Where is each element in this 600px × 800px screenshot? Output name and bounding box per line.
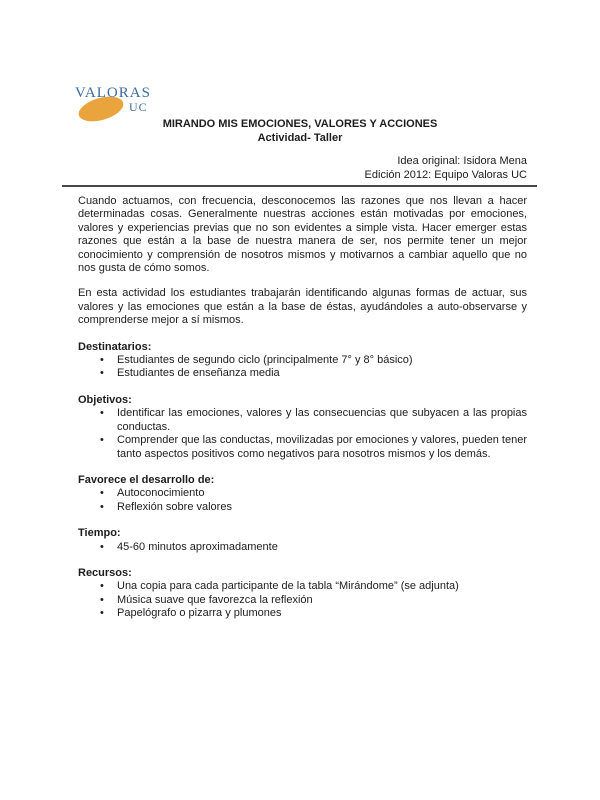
section-recursos — [78, 567, 527, 621]
bullet-list — [78, 407, 527, 461]
page-title: MIRANDO MIS EMOCIONES, VALORES Y ACCIONES — [162, 118, 438, 130]
document-body — [78, 195, 527, 621]
bullet-list — [78, 580, 527, 620]
bullet-list — [78, 541, 527, 554]
title-block — [0, 118, 600, 145]
credit-original-idea: Idea original: Isidora Mena — [397, 155, 527, 167]
header-divider — [62, 185, 537, 187]
list-item: • Autoconocimiento — [78, 487, 527, 500]
credit-edition: Edición 2012: Equipo Valoras UC — [364, 168, 527, 181]
section-heading: Tiempo: — [78, 527, 121, 540]
logo-wordmark: VALORAS — [75, 85, 151, 101]
list-item: • Reflexión sobre valores — [78, 501, 527, 514]
bullet-list — [78, 354, 527, 381]
section-heading: Recursos: — [78, 566, 132, 579]
page-subtitle: Actividad- Taller — [257, 131, 343, 144]
credits-block — [365, 155, 527, 182]
section-heading: Objetivos: — [78, 393, 132, 406]
section-destinatarios — [78, 341, 527, 381]
list-item: • Identificar las emociones, valores y las consecuencias que subyacen a las propias conductas. — [78, 407, 527, 434]
list-item: • Comprender que las conductas, movilizadas por emociones y valores, pueden tener tanto aspectos positivos como negativos para nosotros mismos y los demás. — [78, 434, 527, 461]
section-heading: Favorece el desarrollo de: — [78, 473, 215, 486]
logo-uc-text: UC — [129, 100, 148, 114]
bullet-list — [78, 487, 527, 514]
section-favorece-desarrollo — [78, 474, 527, 514]
list-item: • Una copia para cada participante de la tabla “Mirándome” (se adjunta) — [78, 580, 527, 593]
list-item: • Estudiantes de enseñanza media — [78, 367, 527, 380]
section-objetivos — [78, 394, 527, 461]
list-item: • 45-60 minutos aproximadamente — [78, 541, 527, 554]
list-item: • Música suave que favorezca la reflexión — [78, 594, 527, 607]
section-tiempo — [78, 527, 527, 554]
intro-paragraph-2: En esta actividad los estudiantes trabajarán identificando algunas formas de actuar, sus valores y las emociones que están a la base de éstas, ayudándoles a auto-observarse y comprenderse mejor a sí mismos. — [78, 287, 527, 327]
section-heading: Destinatarios: — [78, 340, 152, 353]
intro-paragraph-1: Cuando actuamos, con frecuencia, desconocemos las razones que nos llevan a hacer determinadas cosas. Generalmente nuestras acciones están motivadas por emociones, valores y experiencias previas que no son evidentes a simple vista. Hacer emerger estas razones que están a la base de nuestra manera de ser, nos permite tener un mejor conocimiento y comprensión de nosotros mismos y motivarnos a cambiar aquello que no nos gusta de cómo somos. — [78, 195, 527, 275]
list-item: • Estudiantes de segundo ciclo (principalmente 7° y 8° básico) — [78, 354, 527, 367]
list-item: • Papelógrafo o pizarra y plumones — [78, 607, 527, 620]
